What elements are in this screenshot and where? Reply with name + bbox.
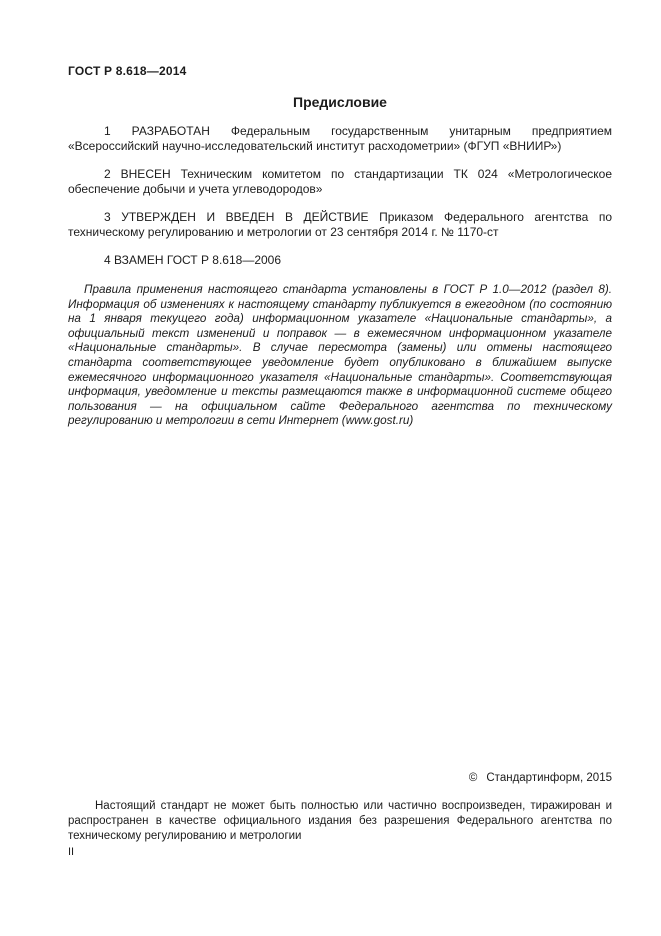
preface-item-approved: 3 УТВЕРЖДЕН И ВВЕДЕН В ДЕЙСТВИЕ Приказом Федерального агентства по техническому регулированию и метрологии от 23 сентября 2014 г. № 1170-ст: [68, 210, 612, 239]
preface-title: Предисловие: [293, 94, 387, 110]
application-rules-note: Правила применения настоящего стандарта установлены в ГОСТ Р 1.0—2012 (раздел 8). Информация об изменениях к настоящему стандарту публикуется в ежегодном (по состоянию на 1 января текущего года) информационном указателе «Национальные стандарты», а официальный текст изменений и поправок — в ежемесячном информационном указателе «Национальные стандарты». В случае пересмотра (замены) или отмены настоящего стандарта соответствующее уведомление будет опубликовано в ближайшем выпуске ежемесячного информационного указателя «Национальные стандарты». Соответствующая информация, уведомление и тексты размещаются также в информационной системе общего пользования — на официальном сайте Федерального агентства по техническому регулированию и метрологии в сети Интернет (www.gost.ru): [68, 283, 612, 428]
preface-item-developed: 1 РАЗРАБОТАН Федеральным государственным унитарным предприятием «Всероссийский научно-исследовательский институт расходометрии» (ФГУП «ВНИИР»): [68, 124, 612, 153]
reproduction-restriction-note: Настоящий стандарт не может быть полностью или частично воспроизведен, тиражирован и распространен в качестве официального издания без разрешения Федерального агентства по техническому регулированию и метрологии: [68, 800, 612, 842]
preface-body: [68, 124, 612, 442]
copyright-line: [469, 772, 612, 784]
page-number: II: [68, 846, 75, 858]
standard-code: ГОСТ Р 8.618—2014: [68, 64, 187, 78]
preface-item-replaces: 4 ВЗАМЕН ГОСТ Р 8.618—2006: [104, 253, 282, 267]
preface-item-submitted: 2 ВНЕСЕН Техническим комитетом по стандартизации ТК 024 «Метрологическое обеспечение добычи и учета углеводородов»: [68, 167, 612, 196]
copyright-icon: ©: [468, 772, 478, 784]
copyright-text: Стандартинформ, 2015: [486, 772, 612, 784]
